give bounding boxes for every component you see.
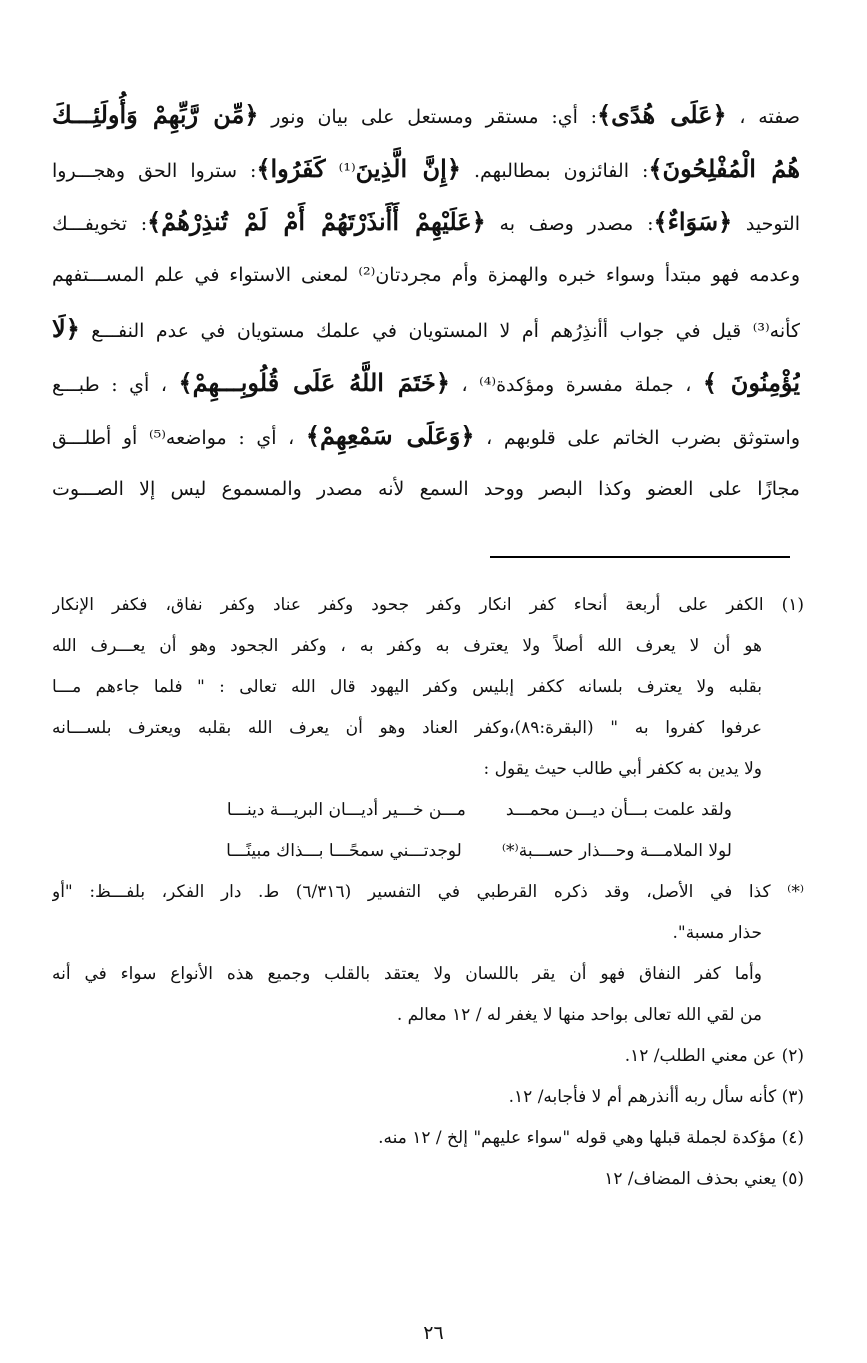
footnotes-2-to-5 <box>52 1036 804 1200</box>
body-line <box>52 142 800 196</box>
body-line <box>52 88 800 142</box>
quran-quote: ﴿خَتَمَ اللَّهُ عَلَى قُلُوبِـــهِمْ﴾ <box>178 367 450 397</box>
commentary-text: : تخويفـــك <box>52 213 148 235</box>
commentary-text: صفته ، <box>726 106 800 128</box>
footnote-line: هو أن لا يعرف الله أصلاً ولا يعترف به وكفر به ، وكفر الجحود وهو أن يعـــرف الله <box>52 636 762 656</box>
commentary-text: : الفائزون بمطالبهم. <box>460 159 649 182</box>
poem-verses <box>52 790 804 872</box>
hemistich: ولقد علمت بـــأن ديـــن محمـــد <box>505 800 732 820</box>
footnote-line: (٥) يعني بحذف المضاف/ ١٢ <box>604 1169 804 1189</box>
footnote-line: (٤) مؤكدة لجملة قبلها وهي قوله "سواء عليهم" إلخ / ١٢ منه. <box>378 1128 804 1148</box>
commentary-text: ⁽¹⁾ <box>325 159 356 182</box>
quran-quote: ﴿إِنَّ الَّذِينَ <box>355 153 461 183</box>
commentary-text: مجازًا على العضو وكذا البصر ووحد السمع لأنه مصدر والمسموع ليس إلا الصـــوت <box>52 477 800 500</box>
poem-verse <box>52 831 804 872</box>
footnotes-block <box>52 585 804 1200</box>
footnote-line: بقلبه ولا يعترف بلسانه ككفر إبليس وكفر اليهود قال الله تعالى : " فلما جاءهم مـــا <box>52 677 762 697</box>
commentary-text: وعدمه فهو مبتدأ وسواء خبره والهمزة وأم مجردتان⁽²⁾ لمعنى الاستواء في علم المســـتفهم <box>52 263 800 286</box>
page-number: ٢٦ <box>423 1322 444 1344</box>
body-line <box>52 195 800 249</box>
footnote-line: من لقي الله تعالى بواحد منها لا يغفر له / ١٢ معالم . <box>396 1005 762 1025</box>
footnote-star-note <box>52 872 804 954</box>
footnote-line: ولا يدين به ككفر أبي طالب حيث يقول : <box>483 759 762 779</box>
footnote-line: (٢) عن معني الطلب/ ١٢. <box>624 1046 804 1066</box>
quran-quote: ﴿وَعَلَى سَمْعِهِمْ﴾ <box>305 421 475 450</box>
commentary-text: واستوثق بضرب الخاتم على قلوبهم ، <box>474 427 800 449</box>
quran-quote: هُمُ الْمُفْلِحُونَ﴾ <box>648 153 800 183</box>
footnote-separator <box>490 556 790 558</box>
hemistich: مـــن خـــير أديـــان البريـــة دينـــا <box>226 800 466 820</box>
quran-quote: ﴿سَوَاءٌ﴾ <box>653 207 733 236</box>
quran-quote: كَفَرُوا﴾ <box>256 153 326 183</box>
commentary-text: : أي: مستقر ومستعل على بيان ونور <box>258 106 598 128</box>
footnote-1 <box>52 585 804 790</box>
body-line <box>52 302 800 356</box>
footnote-line: (٣) كأنه سأل ربه أأنذرهم أم لا فأجابه/ ١٢. <box>508 1087 804 1107</box>
commentary-text: ، جملة مفسرة ومؤكدة⁽⁴⁾ ، <box>449 373 703 396</box>
footnote-line: حذار مسبة". <box>672 923 762 943</box>
quran-quote: ﴿مِّن رَّبِّهِمْ وَأُولَئِـــكَ <box>52 100 259 129</box>
quran-quote: ﴿عَلَيْهِمْ أَأَنذَرْتَهُمْ أَمْ لَمْ تُنذِرْهُمْ﴾ <box>147 207 486 236</box>
commentary-text: : مصدر وصف به <box>485 213 654 235</box>
quran-quote: يُؤْمِنُونَ ﴾ <box>702 367 800 397</box>
quran-quote: ﴿عَلَى هُدًى﴾ <box>597 100 727 129</box>
hemistich: لولا الملامـــة وحـــذار حســـبة⁽*⁾ <box>501 841 732 861</box>
footnote-line: وأما كفر النفاق فهو أن يقر باللسان ولا يعتقد بالقلب وجميع هذه الأنواع سواء في أنه <box>52 964 762 984</box>
main-text <box>52 88 800 516</box>
footnote-line: ⁽*⁾ كذا في الأصل، وقد ذكره القرطبي في التفسير (٦/٣١٦) ط. دار الفكر، بلفـــظ: "أو <box>52 882 804 902</box>
commentary-text: ، أي : طبـــع <box>52 373 179 396</box>
commentary-text: كأنه⁽³⁾ قيل في جواب أأنذِرُهم أم لا المستويان في علمك مستويان في عدم النفـــع <box>79 320 800 342</box>
poem-verse <box>52 790 804 831</box>
quran-quote: ﴿لَا <box>52 314 80 343</box>
hemistich: لوجدتـــني سمحًـــا بـــذاك مبينًـــا <box>226 841 462 861</box>
body-line <box>52 463 800 517</box>
body-line <box>52 249 800 303</box>
body-line <box>52 356 800 410</box>
body-line <box>52 409 800 463</box>
footnote-1-continuation <box>52 954 804 1036</box>
commentary-text: التوحيد <box>732 213 800 235</box>
commentary-text: ، أي : مواضعه⁽⁵⁾ أو أطلـــق <box>52 427 306 449</box>
footnote-line: عرفوا كفروا به " (البقرة:٨٩)،وكفر العناد وهو أن يعرف الله بقلبه ويعترف بلســـانه <box>52 718 762 738</box>
footnote-line: (١) الكفر على أربعة أنحاء كفر انكار وكفر جحود وكفر عناد وكفر نفاق، فكفر الإنكار <box>52 595 804 615</box>
commentary-text: : ستروا الحق وهجـــروا <box>52 159 257 182</box>
